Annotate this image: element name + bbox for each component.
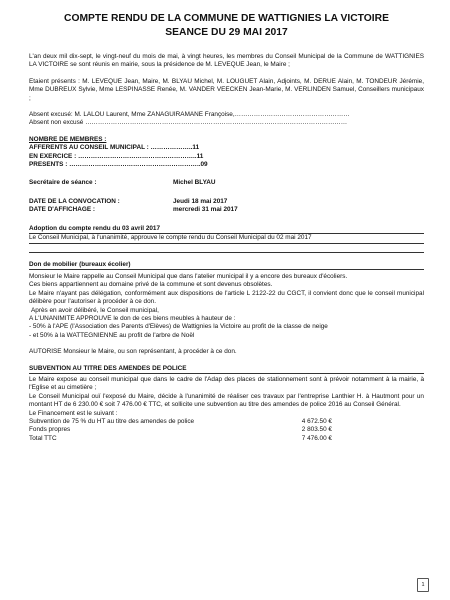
secretary-row [29, 179, 424, 187]
financing-value: 2 803.50 € [301, 426, 332, 434]
members-count-heading: NOMBRE DE MEMBRES : [29, 135, 107, 143]
furniture-heading: Don de mobilier (bureaux écolier) [29, 261, 424, 270]
furniture-p5: A L'UNANIMITE APPROUVE le don de ces biens meubles à hauteur de : [29, 314, 236, 322]
unexcused-absentees: Absent non excusé …………………………………………………………………………………………………………… [29, 119, 348, 127]
furniture-p6: - 50% à l'APE (l'Association des Parents d'Elèves) de Wattignies la Victoire au profit de la classe de neige [29, 323, 328, 331]
convocation-row [29, 198, 424, 206]
financing-label: Fonds propres [29, 426, 71, 434]
document-title: COMPTE RENDU DE LA COMMUNE DE WATTIGNIES LA VICTOIRE [64, 13, 389, 24]
members-afferents: AFFERENTS AU CONSEIL MUNICIPAL : ………………..11 [29, 144, 200, 152]
furniture-p1: Monsieur le Maire rappelle au Conseil Municipal que dans l'atelier municipal il y a encore des bureaux d'écoliers. [29, 272, 348, 280]
financing-row [29, 418, 424, 426]
financing-label: Subvention de 75 % du HT au titre des amendes de police [29, 418, 195, 425]
furniture-p3: Le Maire n'ayant pas délégation, conformément aux dispositions de l'article L 2122-22 du CGCT, il convient donc que le conseil municipal délibère pour l'autoriser à procéder à ce don. [29, 289, 424, 306]
adoption-heading: Adoption du compte rendu du 03 avril 2017 [29, 225, 424, 234]
page-number: 1 [417, 578, 429, 592]
display-date-row [29, 206, 424, 214]
display-date-label: DATE D'AFFICHAGE : [29, 206, 96, 214]
convocation-value: Jeudi 18 mai 2017 [173, 197, 228, 205]
display-date-value: mercredi 31 mai 2017 [173, 206, 238, 214]
adoption-blank-line [29, 244, 424, 253]
police-fines-p2: Le Conseil Municipal ouï l'exposé du Maire, décide à l'unanimité de réaliser ces travaux par l'entreprise Lanthier H. à Hautmont pour un montant HT de 6 230.00 € soit 7 476.00 € TTC, et sollicite une subvention au titre des amendes de police 2016 au Conseil Général. [29, 392, 424, 409]
police-fines-heading: SUBVENTION AU TITRE DES AMENDES DE POLICE [29, 365, 424, 374]
session-title: SEANCE DU 29 MAI 2017 [165, 26, 288, 38]
secretary-value: Michel BLYAU [173, 179, 216, 187]
furniture-p2: Ces biens appartiennent au domaine privé de la commune et sont devenus obsolètes. [29, 281, 273, 289]
convocation-label: DATE DE LA CONVOCATION : [29, 197, 120, 205]
police-fines-p1: Le Maire expose au conseil municipal que dans le cadre de l'Adap des places de stationnement sont à prévoir notamment à la mairie, à l'Eglise et au cimetière ; [29, 375, 424, 392]
financing-value: 7 476.00 € [301, 434, 332, 442]
furniture-p8: AUTORISE Monsieur le Maire, ou son représentant, à procéder à ce don. [29, 348, 237, 356]
document-page [29, 12, 424, 443]
financing-row [29, 426, 424, 434]
financing-value: 4 672.50 € [301, 418, 332, 425]
members-in-office: EN EXERCICE : ………………………………………………..11 [29, 152, 204, 160]
intro-paragraph: L'an deux mil dix-sept, le vingt-neuf du mois de mai, à vingt heures, les membres du Conseil Municipal de la Commune de WATTIGNIES LA VICTOIRE se sont réunis en mairie, sous la présidence de M. LEVEQUE Jean, le Maire ; [29, 53, 424, 69]
members-present: PRESENTS : ……………………………………………………..09 [29, 161, 208, 169]
furniture-p7: - et 50% à la WATTEGNIENNE au profit de l'arbre de Noël [29, 331, 195, 339]
furniture-p4: Après en avoir délibéré, le Conseil municipal, [31, 306, 159, 314]
secretary-label: Secrétaire de séance : [29, 179, 97, 187]
police-fines-p3: Le Financement est le suivant : [29, 409, 118, 417]
attendees-paragraph: Etaient présents : M. LEVEQUE Jean, Maire, M. BLYAU Michel, M. LOUGUET Alain, Adjoints, M. DERUE Alain, M. TONDEUR Jérémie, Mme DUBREUX Sylvie, Mme LESPINASSE Renée, M. VANDER VEECKEN Jean-Marie, M. VERLINDEN Samuel, Conseillers municipaux ; [29, 77, 424, 102]
adoption-text: Le Conseil Municipal, à l'unanimité, approuve le compte rendu du Conseil Municipal du 02 mai 2017 [29, 234, 424, 243]
financing-row [29, 435, 424, 443]
financing-label: Total TTC [29, 434, 57, 442]
excused-absentees: Absent excusé: M. LALOU Laurent, Mme ZANAGUIRAMANE Françoise,……………………………………………… [29, 111, 350, 119]
